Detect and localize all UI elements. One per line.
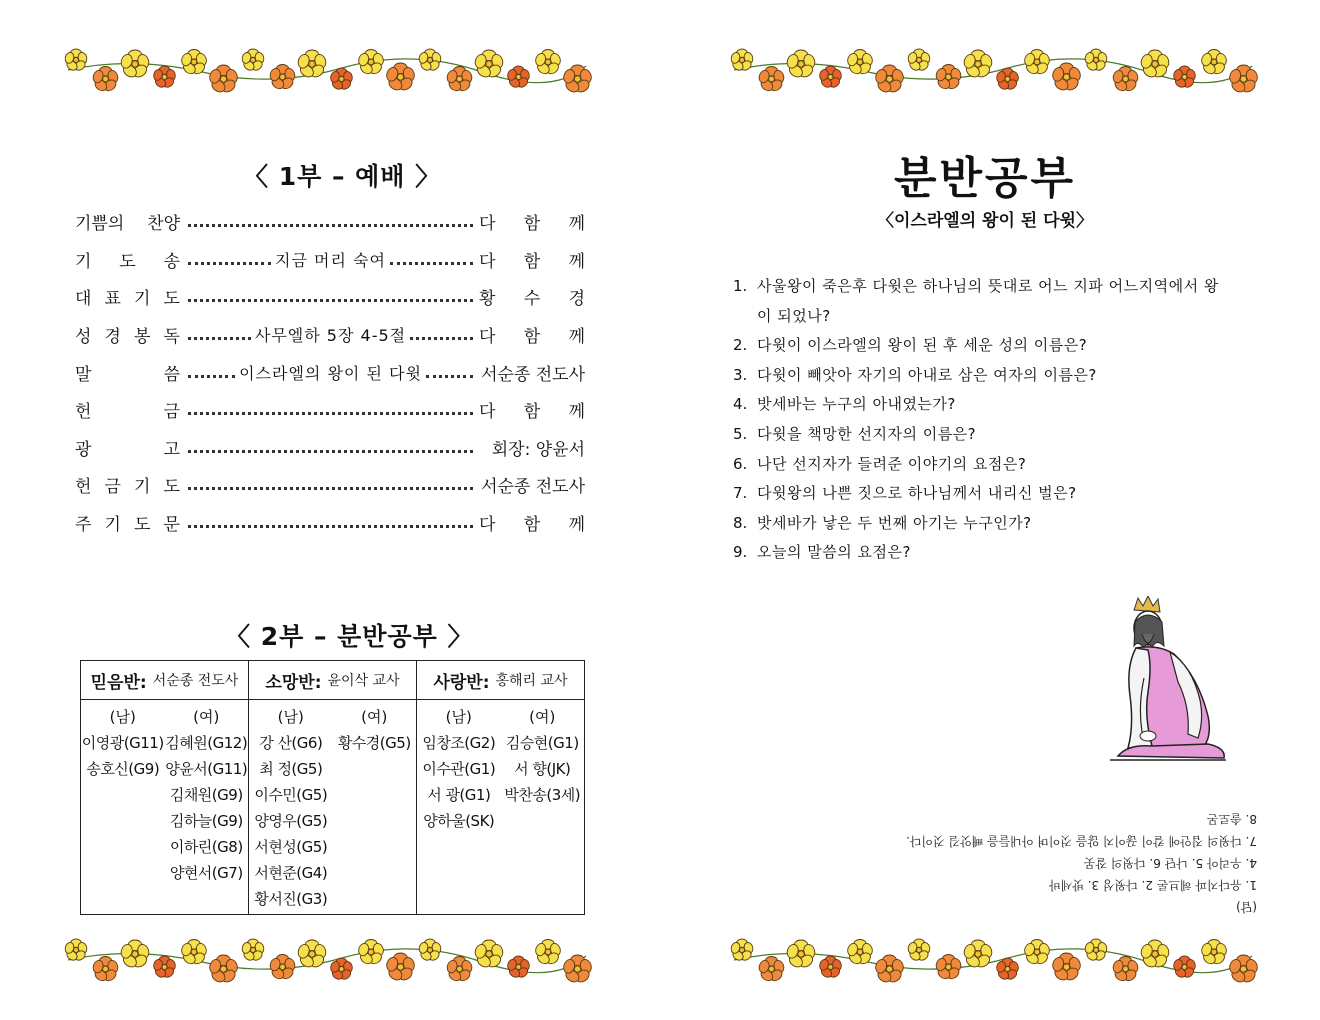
order-label: 대 표 기 도	[75, 289, 180, 310]
student-name: 서 향(JK)	[514, 760, 571, 778]
order-label: 헌 금	[75, 402, 180, 423]
order-person: 서순종 전도사	[481, 477, 585, 498]
question-text: 사울왕이 죽은후 다윗은 하나님의 뜻대로 어느 지파 어느지역에서 왕이 되었나?	[757, 277, 1219, 325]
student-name: 양현서(G7)	[169, 864, 243, 882]
order-row	[75, 353, 585, 391]
order-label: 기쁨의 찬양	[75, 214, 180, 235]
question-number: 6.	[733, 454, 748, 473]
answer-line: 7. 다윗의 집안에 칼이 끊이지 않을 것이며 아내들을 빼앗길 것이다.	[906, 834, 1257, 848]
student-name: 황수경(G5)	[337, 734, 411, 752]
class-column	[249, 700, 417, 914]
class-table-header	[81, 661, 584, 700]
student-name: 최 정(G5)	[259, 760, 323, 778]
worship-order-list	[75, 203, 585, 541]
student-name: 황서진(G3)	[254, 890, 328, 908]
answer-line: (답)	[1236, 900, 1257, 914]
order-label: 성 경 봉 독	[75, 327, 180, 348]
question-item	[733, 390, 1233, 420]
order-label: 기 도 송	[75, 251, 180, 272]
answer-line: 8. 솔로몬	[1206, 812, 1257, 826]
order-person: 다 함 께	[479, 515, 585, 536]
order-row	[75, 203, 585, 241]
class-male-list	[249, 704, 333, 914]
gender-label: (여)	[529, 708, 556, 726]
order-content: 지금 머리 숙여	[275, 250, 386, 270]
student-name: 양윤서(G11)	[165, 760, 248, 778]
student-name: 양영우(G5)	[254, 812, 328, 830]
question-number: 3.	[733, 365, 748, 384]
order-person: 다 함 께	[479, 251, 585, 272]
gender-label: (남)	[445, 708, 472, 726]
question-list	[733, 272, 1233, 568]
question-number: 9.	[733, 543, 748, 562]
question-number: 7.	[733, 484, 748, 503]
question-text: 다윗왕의 나쁜 짓으로 하나님께서 내리신 벌은?	[757, 484, 1077, 503]
order-content: 사무엘하 5장 4-5절	[254, 326, 407, 346]
student-name: 서현준(G4)	[254, 864, 328, 882]
king-david-kneeling-illustration	[1108, 596, 1228, 770]
gender-label: (여)	[193, 708, 220, 726]
gender-label: (남)	[109, 708, 136, 726]
question-item	[733, 331, 1233, 361]
order-label: 헌 금 기 도	[75, 477, 180, 498]
question-item	[733, 420, 1233, 450]
class-male-list	[81, 704, 165, 914]
question-item	[733, 509, 1233, 539]
gender-label: (남)	[277, 708, 304, 726]
order-person: 서순종 전도사	[481, 364, 585, 385]
section1-title: 〈 1부 – 예배 〉	[243, 162, 442, 191]
order-row	[75, 278, 585, 316]
student-name: 이영광(G11)	[81, 734, 164, 752]
student-name: 김채원(G9)	[169, 786, 243, 804]
order-label: 광 고	[75, 439, 180, 460]
question-text: 밧세바는 누구의 아내였는가?	[757, 395, 956, 414]
order-row	[75, 504, 585, 542]
question-text: 다윗이 이스라엘의 왕이 된 후 세운 성의 이름은?	[757, 336, 1088, 355]
question-number: 8.	[733, 513, 748, 532]
answer-line: 1. 유다지파 헤브론 2. 다윗성 3. 밧세바	[1049, 878, 1257, 892]
student-name: 강 산(G6)	[259, 734, 323, 752]
section2-title: 〈 2부 – 분반공부 〉	[225, 622, 474, 651]
class-table-body	[81, 700, 584, 914]
order-row	[75, 429, 585, 467]
page-title: 분반공부	[893, 153, 1076, 204]
question-item	[733, 538, 1233, 568]
class-header-hope: 소망반: 윤이삭 교사	[249, 661, 417, 699]
question-text: 다윗이 빼앗아 자기의 아내로 삼은 여자의 이름은?	[757, 365, 1097, 384]
answer-key-mirrored	[785, 808, 1257, 918]
question-text: 나단 선지자가 들려준 이야기의 요점은?	[757, 454, 1027, 473]
order-person: 황 수 경	[479, 289, 585, 310]
question-text: 밧세바가 낳은 두 번째 아기는 누구인가?	[757, 513, 1032, 532]
question-item	[733, 361, 1233, 391]
order-person: 회장: 양윤서	[491, 439, 585, 460]
flower-border-top-left	[62, 38, 592, 102]
student-name: 김하늘(G9)	[169, 812, 243, 830]
student-name: 박찬송(3세)	[504, 786, 581, 804]
student-name: 이수관(G1)	[422, 760, 496, 778]
question-item	[733, 479, 1233, 509]
class-female-list	[165, 704, 249, 914]
order-label: 주 기 도 문	[75, 515, 180, 536]
question-item	[733, 450, 1233, 480]
order-person: 다 함 께	[479, 214, 585, 235]
class-male-list	[417, 704, 501, 914]
question-item	[733, 272, 1233, 331]
student-name: 이하린(G8)	[169, 838, 243, 856]
student-name: 이수민(G5)	[254, 786, 328, 804]
order-row	[75, 316, 585, 354]
question-number: 1.	[733, 277, 748, 295]
student-name: 김혜원(G12)	[165, 734, 248, 752]
flower-border-bottom-right	[728, 928, 1258, 992]
order-content: 이스라엘의 왕이 된 다윗	[239, 363, 422, 383]
question-number: 5.	[733, 424, 748, 443]
page-subtitle: 〈이스라엘의 왕이 된 다윗〉	[877, 211, 1093, 231]
gender-label: (여)	[361, 708, 388, 726]
class-header-faith: 믿음반: 서순종 전도사	[81, 661, 249, 699]
class-table	[80, 660, 585, 915]
flower-border-top-right	[728, 38, 1258, 102]
class-female-list	[501, 704, 585, 914]
student-name: 서현성(G5)	[254, 838, 328, 856]
question-text: 다윗을 책망한 선지자의 이름은?	[757, 424, 977, 443]
order-row	[75, 241, 585, 279]
student-name: 임창조(G2)	[422, 734, 496, 752]
student-name: 서 광(G1)	[427, 786, 491, 804]
order-person: 다 함 께	[479, 327, 585, 348]
class-column	[417, 700, 584, 914]
student-name: 양하울(SK)	[423, 812, 495, 830]
answer-line: 4. 우리아 5. 나단 6. 다윗의 잘못	[1083, 856, 1257, 870]
question-number: 2.	[733, 336, 748, 355]
flower-border-bottom-left	[62, 928, 592, 992]
student-name: 김승현(G1)	[505, 734, 579, 752]
order-row	[75, 391, 585, 429]
student-name: 송호신(G9)	[86, 760, 160, 778]
class-header-love: 사랑반: 홍해리 교사	[433, 672, 568, 693]
order-row	[75, 466, 585, 504]
class-female-list	[333, 704, 417, 914]
order-label: 말 씀	[75, 364, 180, 385]
order-person: 다 함 께	[479, 402, 585, 423]
question-text: 오늘의 말씀의 요점은?	[757, 543, 911, 562]
question-number: 4.	[733, 395, 748, 414]
class-column	[81, 700, 249, 914]
